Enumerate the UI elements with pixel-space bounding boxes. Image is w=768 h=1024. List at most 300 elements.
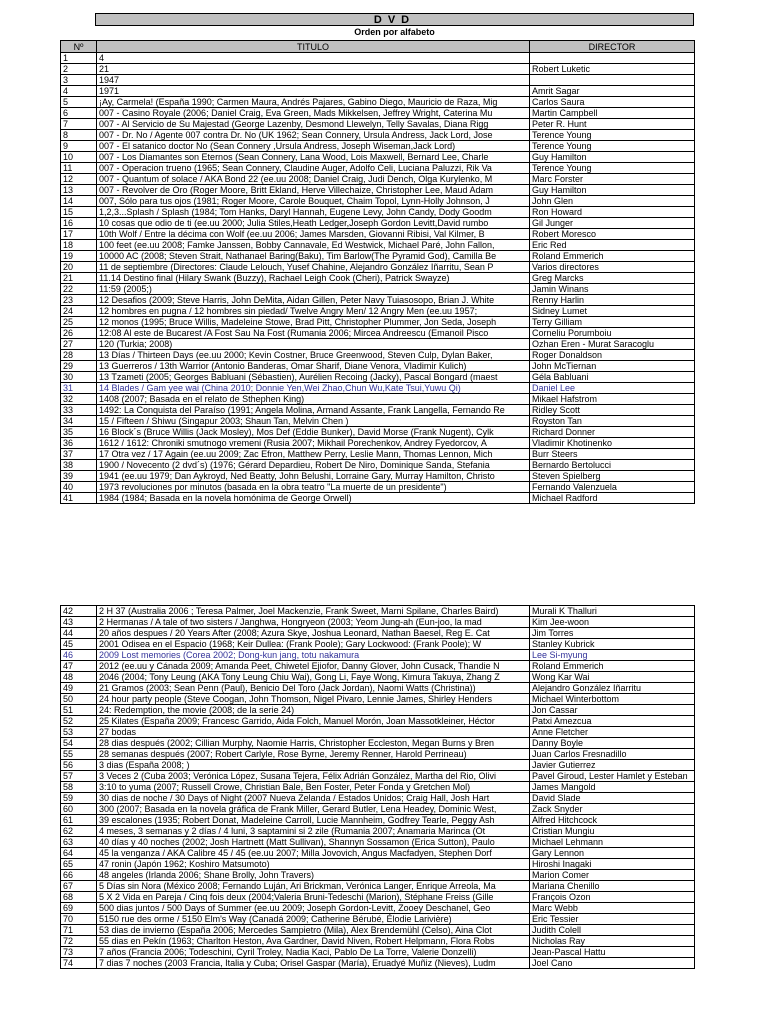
table-row [61,694,695,705]
director-cell: Gil Junger [530,218,695,229]
director-cell: Robert Moresco [530,229,695,240]
row-number: 12 [61,174,97,185]
table-row [61,119,695,130]
table-row [61,892,695,903]
row-number: 58 [61,782,97,793]
row-number: 37 [61,449,97,460]
table-row [61,760,695,771]
row-number: 31 [61,383,97,394]
row-number: 10 [61,152,97,163]
table-row [61,606,695,617]
title-cell: 2 H 37 (Australia 2006 ; Teresa Palmer, Joel Mackenzie, Frank Sweet, Marni Spilane, Charles Baird) [97,606,530,617]
table-row [61,185,695,196]
title-cell: 2001 Odisea en el Espacio (1968; Keir Dullea: (Frank Poole); Gary Lockwood: (Frank Poole); W [97,639,530,650]
title-cell: 007 - Casino Royale (2006; Daniel Craig, Eva Green, Mads Mikkelsen, Jeffrey Wright, Caterina Mu [97,108,530,119]
table-row [61,427,695,438]
title-cell: 1408 (2007; Basada en el relato de Sthephen King) [97,394,530,405]
director-cell: Daniel Lee [530,383,695,394]
director-cell: Javier Gutierrez [530,760,695,771]
sheet-title: DVD [95,13,694,26]
title-cell: 11.14 Destino final (Hilary Swank (Buzzy), Rachael Leigh Cook (Cheri), Patrick Swayze) [97,273,530,284]
title-cell: 53 dias de invierno (España 2006; Mercedes Sampietro (Mila), Alex Brendemühl (Celso), Aina Clot [97,925,530,936]
row-number: 52 [61,716,97,727]
table-row [61,936,695,947]
title-cell: 45 la venganza / AKA Calibre 45 / 45 (ee.uu 2007; Milla Jovovich, Angus Macfadyen, Stephen Dorf [97,848,530,859]
row-number: 57 [61,771,97,782]
director-cell: Michael Lehmann [530,837,695,848]
director-cell: Guy Hamilton [530,185,695,196]
table-row [61,958,695,969]
title-cell: 500 dias juntos / 500 Days of Summer (ee.uu 2009; Joseph Gordon-Levitt, Zooey Deschanel, Geo [97,903,530,914]
director-cell: Ozhan Eren - Murat Saracoglu [530,339,695,350]
director-cell: John Glen [530,196,695,207]
director-cell: Peter R. Hunt [530,119,695,130]
director-cell: Martin Campbell [530,108,695,119]
director-cell: Danny Boyle [530,738,695,749]
title-cell: 7 dias 7 noches (2003 Francia, Italia y Cuba; Orisel Gaspar (María), Eruadyé Muñiz (Nieves), Ludm [97,958,530,969]
table-row [61,793,695,804]
row-number: 24 [61,306,97,317]
title-cell: 20 años despues / 20 Years After (2008; Azura Skye, Joshua Leonard, Nathan Baesel, Reg E. Cat [97,628,530,639]
title-cell: 12 Desafios (2009; Steve Harris, John DeMita, Aidan Gillen, Peter Navy Tuiasosopo, Brian J. White [97,295,530,306]
director-cell: Stanley Kubrick [530,639,695,650]
table-row [61,837,695,848]
row-number: 61 [61,815,97,826]
director-cell: Renny Harlin [530,295,695,306]
table-row [61,438,695,449]
title-cell: 24: Redemption, the movie (2008; de la serie 24) [97,705,530,716]
row-number: 2 [61,64,97,75]
row-number: 54 [61,738,97,749]
row-number: 3 [61,75,97,86]
title-cell: 5 X 2 Vida en Pareja / Cinq fois deux (2004;Valeria Bruni-Tedeschi (Marion), Stéphane Freiss (Gille [97,892,530,903]
table-row [61,295,695,306]
title-cell: 10000 AC (2008; Steven Strait, Nathanael Baring(Baku), Tim Barlow(The Pyramid God), Camilla Be [97,251,530,262]
director-cell: Carlos Saura [530,97,695,108]
row-number: 41 [61,493,97,504]
title-cell: 2046 (2004; Tony Leung (AKA Tony Leung Chiu Wai), Gong Li, Faye Wong, Kimura Takuya, Zhang Z [97,672,530,683]
table-row [61,925,695,936]
table-row [61,738,695,749]
row-number: 62 [61,826,97,837]
director-cell: Eric Tessier [530,914,695,925]
director-cell: Judith Colell [530,925,695,936]
row-number: 56 [61,760,97,771]
table-row [61,650,695,661]
director-cell: Steven Spielberg [530,471,695,482]
title-cell: 2009 Lost memories (Corea 2002; Dong-kun jang, totu nakamura [97,650,530,661]
table-row [61,449,695,460]
title-cell: 1,2,3...Splash / Splash (1984; Tom Hanks, Daryl Hannah, Eugene Levy, John Candy, Dody Goodm [97,207,530,218]
title-cell: 28 semanas después (2007; Robert Carlyle, Rose Byrne, Jeremy Renner, Harold Perrineau) [97,749,530,760]
row-number: 38 [61,460,97,471]
director-cell: Alfred Hitchcock [530,815,695,826]
row-number: 35 [61,427,97,438]
director-cell: Terence Young [530,141,695,152]
title-cell: 17 Otra vez / 17 Again (ee.uu 2009; Zac Efron, Matthew Perry, Leslie Mann, Thomas Lennon, Mich [97,449,530,460]
table-row [61,152,695,163]
row-number: 34 [61,416,97,427]
table-row [61,108,695,119]
title-cell: 007, Sólo para tus ojos (1981; Roger Moore, Carole Bouquet, Chaim Topol, Lynn-Holly Johnson, J [97,196,530,207]
title-cell: 11 de septiembre (Directores: Claude Lelouch, Yusef Chahine, Alejandro González Iñarritu, Sean P [97,262,530,273]
director-cell: Guy Hamilton [530,152,695,163]
title-cell: 4 [97,53,530,64]
table-row [61,639,695,650]
director-cell: Michael Winterbottom [530,694,695,705]
title-cell: 1900 / Novecento (2 dvd´s) (1976; Gérard Depardieu, Robert De Niro, Dominique Sanda, Stefania [97,460,530,471]
director-cell: Marc Forster [530,174,695,185]
row-number: 47 [61,661,97,672]
row-number: 50 [61,694,97,705]
table-row [61,471,695,482]
director-cell: Marc Webb [530,903,695,914]
row-number: 29 [61,361,97,372]
row-number: 55 [61,749,97,760]
table-row [61,207,695,218]
director-cell: Wong Kar Wai [530,672,695,683]
row-number: 19 [61,251,97,262]
table-row [61,339,695,350]
row-number: 7 [61,119,97,130]
title-cell: 15 / Fifteen / Shiwu (Singapur 2003; Shaun Tan, Melvin Chen ) [97,416,530,427]
title-cell: 007 - Dr. No / Agente 007 contra Dr. No (UK 1962; Sean Connery, Ursula Andress, Jack Lord, Jose [97,130,530,141]
row-number: 8 [61,130,97,141]
table-row [61,628,695,639]
table-row [61,64,695,75]
table-row [61,672,695,683]
table-row [61,328,695,339]
row-number: 28 [61,350,97,361]
row-number: 65 [61,859,97,870]
director-cell: Juan Carlos Fresnadillo [530,749,695,760]
director-cell: Jamin Winans [530,284,695,295]
table-row [61,130,695,141]
table-row [61,86,695,97]
row-number: 36 [61,438,97,449]
title-cell: 3:10 to yuma (2007; Russell Crowe, Christian Bale, Ben Foster, Peter Fonda y Gretchen Mol) [97,782,530,793]
director-cell: Eric Red [530,240,695,251]
row-number: 30 [61,372,97,383]
row-number: 46 [61,650,97,661]
row-number: 18 [61,240,97,251]
director-cell: Roland Emmerich [530,251,695,262]
table-row [61,97,695,108]
table-row [61,848,695,859]
director-cell: Robert Luketic [530,64,695,75]
title-cell: 13 Tzameti (2005; Georges Babluani (Sébastien), Aurélien Recoing (Jacky), Pascal Bongard (maest [97,372,530,383]
director-cell: Mariana Chenillo [530,881,695,892]
title-cell: 2012 (ee.uu y Cánada 2009; Amanda Peet, Chiwetel Ejiofor, Danny Glover, John Cusack, Thandie N [97,661,530,672]
title-cell: 40 días y 40 noches (2002; Josh Hartnett (Matt Sullivan), Shannyn Sossamon (Erica Sutton), Paulo [97,837,530,848]
column-header-num: Nº [61,41,97,53]
row-number: 32 [61,394,97,405]
row-number: 20 [61,262,97,273]
director-cell: John McTiernan [530,361,695,372]
title-cell: 13 Guerreros / 13th Warrior (Antonio Banderas, Omar Sharif, Diane Venora, Vladimir Kulich) [97,361,530,372]
row-number: 43 [61,617,97,628]
table-row [61,727,695,738]
title-cell: 12 monos (1995; Bruce Willis, Madeleine Stowe, Brad Pitt, Christopher Plummer, Jon Seda, Joseph [97,317,530,328]
title-cell: 21 [97,64,530,75]
row-number: 26 [61,328,97,339]
director-cell: Pavel Giroud, Lester Hamlet y Esteban [530,771,695,782]
title-cell: 1941 (ee.uu 1979; Dan Aykroyd, Ned Beatty, John Belushi, Lorraine Gary, Murray Hamilton, Christo [97,471,530,482]
director-cell: Murali K Thalluri [530,606,695,617]
row-number: 69 [61,903,97,914]
title-cell: 12 hombres en pugna / 12 hombres sin piedad/ Twelve Angry Men/ 12 Angry Men (ee.uu 1957; [97,306,530,317]
director-cell: Jim Torres [530,628,695,639]
row-number: 22 [61,284,97,295]
title-cell: 1971 [97,86,530,97]
table-row [61,716,695,727]
title-cell: 28 dias después (2002; Cillian Murphy, Naomie Harris, Christopher Eccleston, Megan Burns y Bren [97,738,530,749]
title-cell: 1492: La Conquista del Paraíso (1991; Angela Molina, Armand Assante, Frank Langella, Fernando Re [97,405,530,416]
row-number: 21 [61,273,97,284]
row-number: 4 [61,86,97,97]
director-cell: Joel Cano [530,958,695,969]
title-cell: 007 - Al Servicio de Su Majestad (George Lazenby, Desmond Llewelyn, Telly Savalas, Diana Rigg [97,119,530,130]
table-row [61,317,695,328]
title-cell: 300 (2007; Basada en la novela gráfica de Frank Miller, Gerard Butler, Lena Headey, Dominic West, [97,804,530,815]
table-row [61,749,695,760]
table-row [61,815,695,826]
director-cell [530,75,695,86]
title-cell: 11:59 (2005;) [97,284,530,295]
director-cell: Anne Fletcher [530,727,695,738]
director-cell: Vladimir Khotinenko [530,438,695,449]
title-cell: 30 dias de noche / 30 Days of Night (2007 Nueva Zelanda / Estados Unidos; Craig Hall, Josh Hart [97,793,530,804]
table-row [61,482,695,493]
title-cell: 7 años (Francia 2006; Todeschini, Cyril Troley, Nadia Kaci, Pablo De La Torre, Valerie Donzelli) [97,947,530,958]
title-cell: 10 cosas que odio de ti (ee.uu 2000; Julia Stiles,Heath Ledger,Joseph Gordon Levitt,David rumbo [97,218,530,229]
title-cell: 13 Días / Thirteen Days (ee.uu 2000; Kevin Costner, Bruce Greenwood, Steven Culp, Dylan Baker, [97,350,530,361]
title-cell: 2 Hermanas / A tale of two sisters / Janghwa, Hongryeon (2003; Yeom Jung-ah (Eun-joo, la mad [97,617,530,628]
title-cell: 100 feet (ee.uu 2008; Famke Janssen, Bobby Cannavale, Ed Westwick, Michael Paré, John Fallon, [97,240,530,251]
title-cell: 25 Kilates (España 2009; Francesc Garrido, Aida Folch, Manuel Morón, Joan Massotkleiner, Héctor [97,716,530,727]
table-row [61,229,695,240]
table-row [61,804,695,815]
row-number: 59 [61,793,97,804]
table-row [61,683,695,694]
title-cell: 55 dias en Pekín (1963; Charlton Heston, Ava Gardner, David Niven, Robert Helpmann, Flora Robs [97,936,530,947]
director-cell: Bernardo Bertolucci [530,460,695,471]
director-cell: Jean-Pascal Hattu [530,947,695,958]
director-cell: Patxi Amezcua [530,716,695,727]
title-cell: 007 - Operacion trueno (1965; Sean Connery, Claudine Auger, Adolfo Celi, Luciana Paluzzi, Rik Va [97,163,530,174]
title-cell: 007 - El satanico doctor No (Sean Connery ,Ursula Andress, Joseph Wiseman,Jack Lord) [97,141,530,152]
title-cell: 48 angeles (Irlanda 2006; Shane Brolly, John Travers) [97,870,530,881]
table-row [61,661,695,672]
table-row [61,870,695,881]
table-row [61,394,695,405]
column-header-titulo: TITULO [97,41,530,53]
title-cell: 1612 / 1612: Chroniki smutnogo vremeni (Rusia 2007; Mikhail Porechenkov, Andrey Fyedorcov, A [97,438,530,449]
director-cell: Géla Babluani [530,372,695,383]
director-cell: Amrit Sagar [530,86,695,97]
table-row [61,240,695,251]
director-cell: Royston Tan [530,416,695,427]
column-header-row [61,41,695,53]
table-row [61,771,695,782]
column-header-director: DIRECTOR [530,41,695,53]
director-cell: Greg Marcks [530,273,695,284]
row-number: 68 [61,892,97,903]
table-row [61,859,695,870]
table-row [61,493,695,504]
title-cell: 1947 [97,75,530,86]
director-cell: Kim Jee-woon [530,617,695,628]
row-number: 40 [61,482,97,493]
row-number: 25 [61,317,97,328]
table-row [61,174,695,185]
table-row [61,416,695,427]
table-row [61,881,695,892]
table-row [61,350,695,361]
title-cell: 007 - Los Diamantes son Eternos (Sean Connery, Lana Wood, Lois Maxwell, Bernard Lee, Charle [97,152,530,163]
sheet-subtitle: Orden por alfabeto [354,27,435,37]
title-cell: 5 Días sin Nora (México 2008; Fernando Luján, Ari Brickman, Verónica Langer, Enrique Arreola, Ma [97,881,530,892]
director-cell: Burr Steers [530,449,695,460]
table-row [61,372,695,383]
title-cell: 12:08 Al este de Bucarest /A Fost Sau Na Fost (Rumania 2006; Mircea Andreescu (Emanoil Pisco [97,328,530,339]
director-cell: Roland Emmerich [530,661,695,672]
row-number: 9 [61,141,97,152]
table-row [61,196,695,207]
table-row [61,826,695,837]
row-number: 66 [61,870,97,881]
director-cell: Varios directores [530,262,695,273]
row-number: 72 [61,936,97,947]
table-row [61,53,695,64]
row-number: 51 [61,705,97,716]
table-row [61,947,695,958]
row-number: 14 [61,196,97,207]
title-cell: 27 bodas [97,727,530,738]
table-row [61,284,695,295]
row-number: 71 [61,925,97,936]
table-row [61,218,695,229]
title-cell: 14 Blades / Gam yee wai (China 2010; Donnie Yen,Wei Zhao,Chun Wu,Kate Tsui,Yuwu Qi) [97,383,530,394]
row-number: 23 [61,295,97,306]
row-number: 74 [61,958,97,969]
table-row [61,460,695,471]
table-row [61,782,695,793]
director-cell: Terence Young [530,130,695,141]
row-number: 1 [61,53,97,64]
row-number: 15 [61,207,97,218]
director-cell: Gary Lennon [530,848,695,859]
director-cell: Hiroshi Inagaki [530,859,695,870]
row-number: 49 [61,683,97,694]
row-number: 17 [61,229,97,240]
title-cell: 10th Wolf / Entre la décima con Wolf (ee.uu 2006; James Marsden, Giovanni Ribisi, Val Kilmer, B [97,229,530,240]
table-row [61,75,695,86]
row-number: 60 [61,804,97,815]
director-cell: James Mangold [530,782,695,793]
row-number: 48 [61,672,97,683]
director-cell: Richard Donner [530,427,695,438]
row-number: 44 [61,628,97,639]
director-cell: Michael Radford [530,493,695,504]
table-row [61,383,695,394]
row-number: 13 [61,185,97,196]
director-cell: François Ozon [530,892,695,903]
director-cell [530,53,695,64]
table-row [61,705,695,716]
row-number: 5 [61,97,97,108]
row-number: 67 [61,881,97,892]
director-cell: Zack Snyder [530,804,695,815]
director-cell: Cristian Mungiu [530,826,695,837]
title-cell: ¡Ay, Carmela! (España 1990; Carmen Maura, Andrés Pajares, Gabino Diego, Mauricio de Raza, Mig [97,97,530,108]
table-row [61,914,695,925]
title-cell: 007 - Revolver de Oro (Roger Moore, Britt Ekland, Herve Villechaize, Christopher Lee, Maud Adam [97,185,530,196]
director-cell: Terry Gilliam [530,317,695,328]
row-number: 11 [61,163,97,174]
title-cell: 16 Block´s (Bruce Willis (Jack Mosley), Mos Def (Eddie Bunker), David Morse (Frank Nugent), Cylk [97,427,530,438]
title-cell: 007 - Quantum of solace / AKA Bond 22 (ee.uu 2008; Daniel Craig, Judi Dench, Olga Kurylenko, M [97,174,530,185]
title-cell: 39 escalones (1935; Robert Donat, Madeleine Carroll, Lucie Mannheim, Godfrey Tearle, Peggy Ash [97,815,530,826]
row-number: 53 [61,727,97,738]
table-row [61,405,695,416]
row-number: 6 [61,108,97,119]
director-cell: Ron Howard [530,207,695,218]
title-cell: 47 ronin (Japón 1962; Koshiro Matsumoto) [97,859,530,870]
director-cell: Mikael Hafstrom [530,394,695,405]
row-number: 64 [61,848,97,859]
director-cell: Marion Comer [530,870,695,881]
row-number: 73 [61,947,97,958]
title-cell: 3 Veces 2 (Cuba 2003; Verónica López, Susana Tejera, Félix Adrián González, Martha del Rio, Olivi [97,771,530,782]
row-number: 33 [61,405,97,416]
title-cell: 1973 revoluciones por minutos (basada en la obra teatro "La muerte de un presidente") [97,482,530,493]
title-cell: 3 dias (España 2008; ) [97,760,530,771]
title-cell: 120 (Turkia; 2008) [97,339,530,350]
row-number: 16 [61,218,97,229]
director-cell: Nicholas Ray [530,936,695,947]
table-row [61,141,695,152]
dvd-table-part-1 [60,40,695,504]
director-cell: Corneliu Porumboiu [530,328,695,339]
table-row [61,163,695,174]
table-row [61,361,695,372]
director-cell: David Slade [530,793,695,804]
table-row [61,273,695,284]
director-cell: Lee Si-myung [530,650,695,661]
table-row [61,262,695,273]
row-number: 42 [61,606,97,617]
title-cell: 1984 (1984; Basada en la novela homónima de George Orwell) [97,493,530,504]
row-number: 70 [61,914,97,925]
director-cell: Jon Cassar [530,705,695,716]
table-row [61,251,695,262]
director-cell: Roger Donaldson [530,350,695,361]
title-cell: 21 Gramos (2003; Sean Penn (Paul), Benicio Del Toro (Jack Jordan), Naomi Watts (Christina)) [97,683,530,694]
row-number: 39 [61,471,97,482]
director-cell: Sidney Lumet [530,306,695,317]
table-row [61,903,695,914]
director-cell: Ridley Scott [530,405,695,416]
director-cell: Terence Young [530,163,695,174]
row-number: 27 [61,339,97,350]
row-number: 45 [61,639,97,650]
table-row [61,306,695,317]
director-cell: Fernando Valenzuela [530,482,695,493]
table-row [61,617,695,628]
title-cell: 24 hour party people (Steve Coogan, John Thomson, Nigel Pivaro, Lennie James, Shirley Henders [97,694,530,705]
dvd-table-part-2 [60,605,695,969]
